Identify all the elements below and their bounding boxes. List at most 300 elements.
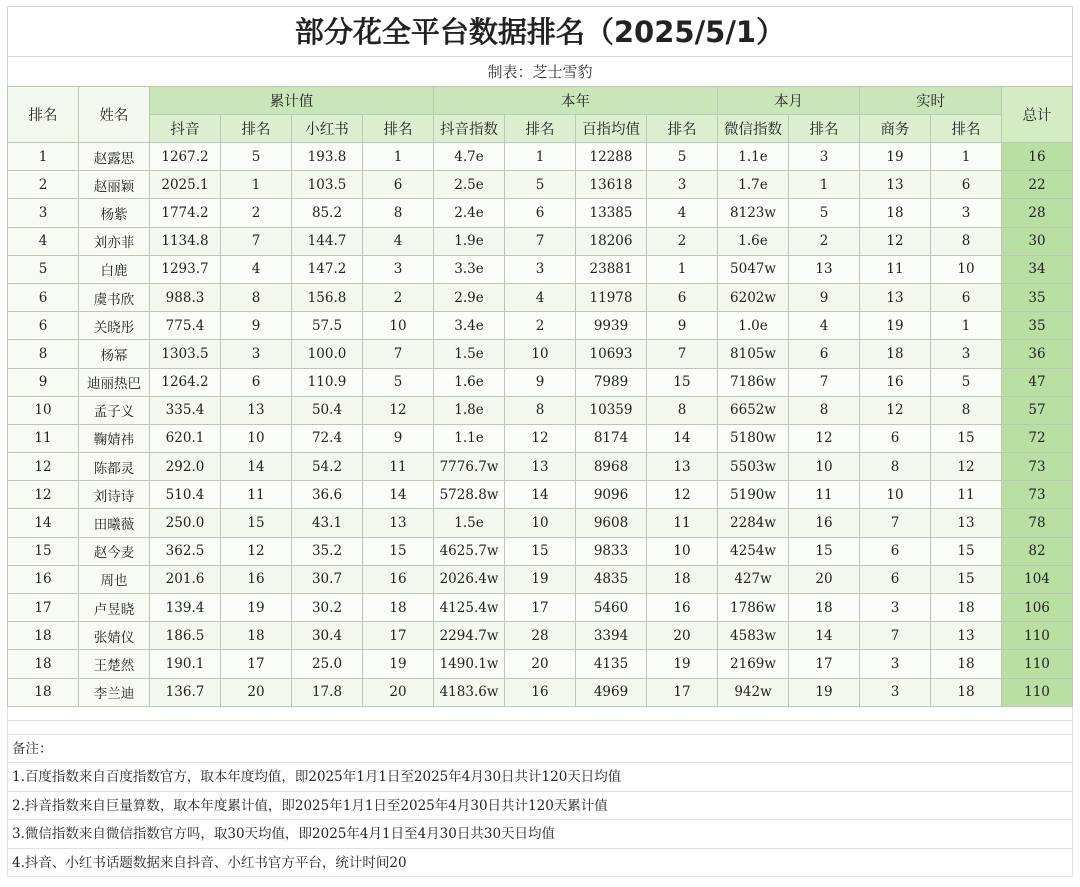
cell-business: 6 bbox=[860, 537, 931, 565]
cell-xiaohongshu-rank: 9 bbox=[363, 424, 434, 452]
cell-douyin-rank: 8 bbox=[221, 283, 292, 311]
cell-xiaohongshu: 30.7 bbox=[292, 565, 363, 593]
cell-baidu-avg: 9833 bbox=[576, 537, 647, 565]
cell-business: 12 bbox=[860, 227, 931, 255]
cell-xiaohongshu-rank: 20 bbox=[363, 678, 434, 706]
cell-douyin-index: 1.5e bbox=[434, 509, 505, 537]
cell-wechat-rank: 4 bbox=[789, 312, 860, 340]
cell-baidu-avg: 13618 bbox=[576, 171, 647, 199]
cell-xiaohongshu-rank: 2 bbox=[363, 283, 434, 311]
cell-xiaohongshu-rank: 1 bbox=[363, 143, 434, 171]
cell-business-rank: 1 bbox=[931, 143, 1002, 171]
cell-douyin: 1303.5 bbox=[150, 340, 221, 368]
cell-rank: 5 bbox=[8, 255, 79, 283]
cell-total: 110 bbox=[1002, 622, 1073, 650]
blank-row bbox=[7, 721, 1073, 735]
cell-xiaohongshu: 110.9 bbox=[292, 368, 363, 396]
cell-wechat-index: 1.7e bbox=[718, 171, 789, 199]
cell-douyin-rank: 20 bbox=[221, 678, 292, 706]
cell-douyin-index: 5728.8w bbox=[434, 481, 505, 509]
cell-baidu-avg: 4135 bbox=[576, 650, 647, 678]
table-row bbox=[8, 537, 1073, 565]
header-rank: 排名 bbox=[8, 87, 79, 143]
cell-douyin: 292.0 bbox=[150, 453, 221, 481]
table-row bbox=[8, 255, 1073, 283]
header-douyin: 抖音 bbox=[150, 115, 221, 143]
cell-baidu-avg-rank: 13 bbox=[647, 453, 718, 481]
cell-business: 6 bbox=[860, 565, 931, 593]
cell-douyin-index-rank: 19 bbox=[505, 565, 576, 593]
cell-wechat-index: 942w bbox=[718, 678, 789, 706]
cell-business-rank: 1 bbox=[931, 312, 1002, 340]
cell-name: 刘诗诗 bbox=[79, 481, 150, 509]
notes-section bbox=[7, 735, 1073, 878]
cell-baidu-avg: 5460 bbox=[576, 594, 647, 622]
note-item: 1.百度指数来自百度指数官方，取本年度均值，即2025年1月1日至2025年4月30日共计120天日均值 bbox=[7, 763, 1073, 792]
cell-douyin-rank: 17 bbox=[221, 650, 292, 678]
cell-total: 106 bbox=[1002, 594, 1073, 622]
cell-wechat-index: 7186w bbox=[718, 368, 789, 396]
cell-total: 82 bbox=[1002, 537, 1073, 565]
cell-xiaohongshu: 103.5 bbox=[292, 171, 363, 199]
cell-douyin-rank: 9 bbox=[221, 312, 292, 340]
cell-xiaohongshu: 30.2 bbox=[292, 594, 363, 622]
cell-rank: 18 bbox=[8, 622, 79, 650]
cell-rank: 12 bbox=[8, 453, 79, 481]
header-baidu-avg-rank: 排名 bbox=[647, 115, 718, 143]
cell-business: 3 bbox=[860, 650, 931, 678]
cell-douyin-index: 2026.4w bbox=[434, 565, 505, 593]
cell-business: 16 bbox=[860, 368, 931, 396]
header-douyin-index-rank: 排名 bbox=[505, 115, 576, 143]
cell-business: 7 bbox=[860, 509, 931, 537]
spreadsheet bbox=[7, 6, 1073, 887]
cell-business: 10 bbox=[860, 481, 931, 509]
cell-baidu-avg-rank: 19 bbox=[647, 650, 718, 678]
cell-douyin: 136.7 bbox=[150, 678, 221, 706]
cell-wechat-rank: 14 bbox=[789, 622, 860, 650]
cell-douyin-index-rank: 12 bbox=[505, 424, 576, 452]
cell-rank: 1 bbox=[8, 143, 79, 171]
cell-baidu-avg-rank: 10 bbox=[647, 537, 718, 565]
cell-xiaohongshu: 72.4 bbox=[292, 424, 363, 452]
blank-row bbox=[7, 707, 1073, 721]
page-title: 部分花全平台数据排名（2025/5/1） bbox=[7, 6, 1073, 56]
header-baidu-avg: 百指均值 bbox=[576, 115, 647, 143]
cell-rank: 14 bbox=[8, 509, 79, 537]
cell-xiaohongshu: 17.8 bbox=[292, 678, 363, 706]
cell-total: 110 bbox=[1002, 650, 1073, 678]
cell-name: 王楚然 bbox=[79, 650, 150, 678]
cell-xiaohongshu-rank: 14 bbox=[363, 481, 434, 509]
cell-wechat-rank: 18 bbox=[789, 594, 860, 622]
cell-douyin: 510.4 bbox=[150, 481, 221, 509]
cell-business-rank: 13 bbox=[931, 622, 1002, 650]
cell-douyin-index: 1490.1w bbox=[434, 650, 505, 678]
cell-wechat-index: 1.0e bbox=[718, 312, 789, 340]
cell-business-rank: 10 bbox=[931, 255, 1002, 283]
cell-name: 陈都灵 bbox=[79, 453, 150, 481]
cell-xiaohongshu-rank: 13 bbox=[363, 509, 434, 537]
cell-xiaohongshu: 54.2 bbox=[292, 453, 363, 481]
cell-xiaohongshu-rank: 8 bbox=[363, 199, 434, 227]
header-business: 商务 bbox=[860, 115, 931, 143]
cell-douyin-index: 7776.7w bbox=[434, 453, 505, 481]
cell-douyin-index-rank: 9 bbox=[505, 368, 576, 396]
cell-business: 8 bbox=[860, 453, 931, 481]
cell-douyin: 1267.2 bbox=[150, 143, 221, 171]
cell-xiaohongshu: 156.8 bbox=[292, 283, 363, 311]
cell-douyin-rank: 3 bbox=[221, 340, 292, 368]
cell-name: 张婧仪 bbox=[79, 622, 150, 650]
cell-business-rank: 18 bbox=[931, 678, 1002, 706]
cell-douyin: 988.3 bbox=[150, 283, 221, 311]
cell-douyin-index: 1.8e bbox=[434, 396, 505, 424]
cell-douyin-index-rank: 13 bbox=[505, 453, 576, 481]
cell-business-rank: 13 bbox=[931, 509, 1002, 537]
cell-total: 35 bbox=[1002, 283, 1073, 311]
cell-name: 卢昱晓 bbox=[79, 594, 150, 622]
cell-douyin-index: 2.4e bbox=[434, 199, 505, 227]
cell-xiaohongshu-rank: 15 bbox=[363, 537, 434, 565]
cell-xiaohongshu-rank: 12 bbox=[363, 396, 434, 424]
cell-baidu-avg: 13385 bbox=[576, 199, 647, 227]
cell-douyin-index: 2.9e bbox=[434, 283, 505, 311]
cell-xiaohongshu-rank: 18 bbox=[363, 594, 434, 622]
cell-xiaohongshu-rank: 5 bbox=[363, 368, 434, 396]
cell-douyin-index: 2.5e bbox=[434, 171, 505, 199]
cell-douyin-index-rank: 10 bbox=[505, 509, 576, 537]
cell-baidu-avg: 9096 bbox=[576, 481, 647, 509]
cell-total: 35 bbox=[1002, 312, 1073, 340]
cell-baidu-avg-rank: 8 bbox=[647, 396, 718, 424]
cell-business-rank: 6 bbox=[931, 283, 1002, 311]
cell-wechat-rank: 6 bbox=[789, 340, 860, 368]
header-this-year: 本年 bbox=[434, 87, 718, 115]
cell-wechat-rank: 13 bbox=[789, 255, 860, 283]
cell-douyin-index: 1.1e bbox=[434, 424, 505, 452]
cell-xiaohongshu: 50.4 bbox=[292, 396, 363, 424]
cell-rank: 10 bbox=[8, 396, 79, 424]
cell-baidu-avg-rank: 17 bbox=[647, 678, 718, 706]
cell-wechat-index: 1.6e bbox=[718, 227, 789, 255]
cell-xiaohongshu: 85.2 bbox=[292, 199, 363, 227]
table-row bbox=[8, 622, 1073, 650]
cell-xiaohongshu: 100.0 bbox=[292, 340, 363, 368]
cell-baidu-avg-rank: 11 bbox=[647, 509, 718, 537]
cell-rank: 17 bbox=[8, 594, 79, 622]
cell-xiaohongshu-rank: 7 bbox=[363, 340, 434, 368]
cell-douyin: 1264.2 bbox=[150, 368, 221, 396]
cell-douyin-index-rank: 14 bbox=[505, 481, 576, 509]
cell-xiaohongshu-rank: 6 bbox=[363, 171, 434, 199]
cell-rank: 11 bbox=[8, 424, 79, 452]
cell-douyin-rank: 16 bbox=[221, 565, 292, 593]
cell-douyin-rank: 4 bbox=[221, 255, 292, 283]
cell-wechat-index: 4254w bbox=[718, 537, 789, 565]
cell-wechat-rank: 15 bbox=[789, 537, 860, 565]
cell-name: 周也 bbox=[79, 565, 150, 593]
cell-douyin-index: 3.3e bbox=[434, 255, 505, 283]
cell-xiaohongshu: 30.4 bbox=[292, 622, 363, 650]
header-name: 姓名 bbox=[79, 87, 150, 143]
cell-douyin-index-rank: 20 bbox=[505, 650, 576, 678]
cell-baidu-avg: 10693 bbox=[576, 340, 647, 368]
cell-name: 关晓彤 bbox=[79, 312, 150, 340]
cell-baidu-avg: 4835 bbox=[576, 565, 647, 593]
cell-douyin-rank: 18 bbox=[221, 622, 292, 650]
cell-name: 白鹿 bbox=[79, 255, 150, 283]
cell-wechat-rank: 11 bbox=[789, 481, 860, 509]
cell-xiaohongshu-rank: 11 bbox=[363, 453, 434, 481]
cell-douyin-index: 1.5e bbox=[434, 340, 505, 368]
cell-xiaohongshu: 35.2 bbox=[292, 537, 363, 565]
cell-wechat-index: 8123w bbox=[718, 199, 789, 227]
table-row bbox=[8, 453, 1073, 481]
table-row bbox=[8, 368, 1073, 396]
cell-douyin-index-rank: 6 bbox=[505, 199, 576, 227]
cell-douyin-rank: 19 bbox=[221, 594, 292, 622]
cell-wechat-rank: 10 bbox=[789, 453, 860, 481]
cell-baidu-avg: 8174 bbox=[576, 424, 647, 452]
cell-douyin: 620.1 bbox=[150, 424, 221, 452]
cell-wechat-index: 427w bbox=[718, 565, 789, 593]
table-row bbox=[8, 594, 1073, 622]
cell-baidu-avg: 23881 bbox=[576, 255, 647, 283]
cell-xiaohongshu: 144.7 bbox=[292, 227, 363, 255]
cell-xiaohongshu: 193.8 bbox=[292, 143, 363, 171]
cell-douyin-rank: 10 bbox=[221, 424, 292, 452]
cell-baidu-avg: 8968 bbox=[576, 453, 647, 481]
cell-baidu-avg-rank: 16 bbox=[647, 594, 718, 622]
header-this-month: 本月 bbox=[718, 87, 860, 115]
table-row bbox=[8, 227, 1073, 255]
cell-douyin: 186.5 bbox=[150, 622, 221, 650]
cell-baidu-avg: 9608 bbox=[576, 509, 647, 537]
cell-baidu-avg-rank: 7 bbox=[647, 340, 718, 368]
cell-douyin: 1774.2 bbox=[150, 199, 221, 227]
cell-wechat-rank: 2 bbox=[789, 227, 860, 255]
table-row bbox=[8, 424, 1073, 452]
cell-douyin-rank: 12 bbox=[221, 537, 292, 565]
table-row bbox=[8, 509, 1073, 537]
note-item: 2.抖音指数来自巨量算数，取本年度累计值，即2025年1月1日至2025年4月30日共计120天累计值 bbox=[7, 792, 1073, 821]
cell-business: 18 bbox=[860, 340, 931, 368]
cell-wechat-index: 6202w bbox=[718, 283, 789, 311]
cell-business-rank: 6 bbox=[931, 171, 1002, 199]
cell-total: 36 bbox=[1002, 340, 1073, 368]
cell-baidu-avg: 18206 bbox=[576, 227, 647, 255]
cell-business-rank: 5 bbox=[931, 368, 1002, 396]
cell-douyin-rank: 6 bbox=[221, 368, 292, 396]
header-douyin-rank: 排名 bbox=[221, 115, 292, 143]
cell-total: 30 bbox=[1002, 227, 1073, 255]
note-item: 4.抖音、小红书话题数据来自抖音、小红书官方平台，统计时间20 bbox=[7, 849, 1073, 878]
cell-rank: 18 bbox=[8, 678, 79, 706]
header-xiaohongshu-rank: 排名 bbox=[363, 115, 434, 143]
cell-douyin-index: 4.7e bbox=[434, 143, 505, 171]
cell-wechat-index: 5190w bbox=[718, 481, 789, 509]
cell-business: 12 bbox=[860, 396, 931, 424]
cell-baidu-avg-rank: 1 bbox=[647, 255, 718, 283]
table-row bbox=[8, 340, 1073, 368]
cell-name: 杨幂 bbox=[79, 340, 150, 368]
cell-rank: 4 bbox=[8, 227, 79, 255]
cell-xiaohongshu: 25.0 bbox=[292, 650, 363, 678]
cell-name: 李兰迪 bbox=[79, 678, 150, 706]
cell-business-rank: 15 bbox=[931, 565, 1002, 593]
cell-rank: 15 bbox=[8, 537, 79, 565]
cell-name: 赵丽颖 bbox=[79, 171, 150, 199]
header-business-rank: 排名 bbox=[931, 115, 1002, 143]
cell-baidu-avg: 3394 bbox=[576, 622, 647, 650]
cell-total: 73 bbox=[1002, 453, 1073, 481]
table-row bbox=[8, 283, 1073, 311]
table-row bbox=[8, 678, 1073, 706]
cell-wechat-index: 6652w bbox=[718, 396, 789, 424]
cell-business-rank: 18 bbox=[931, 650, 1002, 678]
cell-douyin-index-rank: 28 bbox=[505, 622, 576, 650]
cell-business-rank: 11 bbox=[931, 481, 1002, 509]
cell-baidu-avg-rank: 9 bbox=[647, 312, 718, 340]
cell-wechat-index: 2284w bbox=[718, 509, 789, 537]
cell-name: 赵今麦 bbox=[79, 537, 150, 565]
cell-douyin-index-rank: 5 bbox=[505, 171, 576, 199]
cell-business-rank: 8 bbox=[931, 396, 1002, 424]
cell-name: 田曦薇 bbox=[79, 509, 150, 537]
header-wechat-rank: 排名 bbox=[789, 115, 860, 143]
cell-business: 13 bbox=[860, 171, 931, 199]
cell-name: 杨紫 bbox=[79, 199, 150, 227]
cell-total: 78 bbox=[1002, 509, 1073, 537]
cell-name: 孟子义 bbox=[79, 396, 150, 424]
cell-baidu-avg-rank: 12 bbox=[647, 481, 718, 509]
cell-douyin-index-rank: 3 bbox=[505, 255, 576, 283]
notes-heading: 备注： bbox=[7, 735, 1073, 764]
cell-total: 16 bbox=[1002, 143, 1073, 171]
cell-total: 57 bbox=[1002, 396, 1073, 424]
cell-wechat-rank: 9 bbox=[789, 283, 860, 311]
cell-baidu-avg-rank: 15 bbox=[647, 368, 718, 396]
cell-douyin-rank: 14 bbox=[221, 453, 292, 481]
header-wechat-index: 微信指数 bbox=[718, 115, 789, 143]
header-douyin-index: 抖音指数 bbox=[434, 115, 505, 143]
cell-baidu-avg-rank: 20 bbox=[647, 622, 718, 650]
header-total: 总计 bbox=[1002, 87, 1073, 143]
cell-business-rank: 3 bbox=[931, 340, 1002, 368]
cell-baidu-avg-rank: 5 bbox=[647, 143, 718, 171]
cell-baidu-avg-rank: 14 bbox=[647, 424, 718, 452]
cell-baidu-avg-rank: 18 bbox=[647, 565, 718, 593]
cell-name: 赵露思 bbox=[79, 143, 150, 171]
cell-wechat-rank: 19 bbox=[789, 678, 860, 706]
cell-business: 6 bbox=[860, 424, 931, 452]
cell-douyin-index-rank: 2 bbox=[505, 312, 576, 340]
header-xiaohongshu: 小红书 bbox=[292, 115, 363, 143]
cell-douyin-rank: 1 bbox=[221, 171, 292, 199]
table-row bbox=[8, 199, 1073, 227]
cell-baidu-avg: 7989 bbox=[576, 368, 647, 396]
cell-douyin-index: 4125.4w bbox=[434, 594, 505, 622]
cell-wechat-index: 2169w bbox=[718, 650, 789, 678]
cell-wechat-rank: 7 bbox=[789, 368, 860, 396]
cell-douyin-rank: 5 bbox=[221, 143, 292, 171]
cell-name: 迪丽热巴 bbox=[79, 368, 150, 396]
cell-wechat-rank: 20 bbox=[789, 565, 860, 593]
cell-douyin-rank: 15 bbox=[221, 509, 292, 537]
cell-douyin-index: 1.6e bbox=[434, 368, 505, 396]
cell-douyin-rank: 7 bbox=[221, 227, 292, 255]
cell-douyin-index: 1.9e bbox=[434, 227, 505, 255]
cell-baidu-avg: 12288 bbox=[576, 143, 647, 171]
cell-business-rank: 12 bbox=[931, 453, 1002, 481]
cell-name: 刘亦菲 bbox=[79, 227, 150, 255]
cell-douyin: 335.4 bbox=[150, 396, 221, 424]
cell-business: 3 bbox=[860, 678, 931, 706]
cell-douyin-index-rank: 8 bbox=[505, 396, 576, 424]
cell-douyin: 2025.1 bbox=[150, 171, 221, 199]
cell-xiaohongshu: 147.2 bbox=[292, 255, 363, 283]
cell-rank: 8 bbox=[8, 340, 79, 368]
table-maker-credit: 制表：芝士雪豹 bbox=[7, 56, 1073, 86]
cell-business-rank: 15 bbox=[931, 424, 1002, 452]
cell-business: 19 bbox=[860, 312, 931, 340]
cell-xiaohongshu: 43.1 bbox=[292, 509, 363, 537]
cell-rank: 6 bbox=[8, 312, 79, 340]
cell-name: 鞠婧祎 bbox=[79, 424, 150, 452]
cell-douyin-index: 4183.6w bbox=[434, 678, 505, 706]
cell-total: 73 bbox=[1002, 481, 1073, 509]
cell-baidu-avg: 10359 bbox=[576, 396, 647, 424]
cell-business: 13 bbox=[860, 283, 931, 311]
cell-douyin-rank: 13 bbox=[221, 396, 292, 424]
cell-wechat-rank: 16 bbox=[789, 509, 860, 537]
cell-total: 34 bbox=[1002, 255, 1073, 283]
cell-xiaohongshu-rank: 17 bbox=[363, 622, 434, 650]
cell-wechat-index: 4583w bbox=[718, 622, 789, 650]
cell-rank: 6 bbox=[8, 283, 79, 311]
cell-douyin-index: 4625.7w bbox=[434, 537, 505, 565]
cell-douyin-index-rank: 10 bbox=[505, 340, 576, 368]
cell-rank: 9 bbox=[8, 368, 79, 396]
cell-douyin-index-rank: 4 bbox=[505, 283, 576, 311]
cell-wechat-rank: 12 bbox=[789, 424, 860, 452]
cell-douyin-index-rank: 17 bbox=[505, 594, 576, 622]
table-row bbox=[8, 396, 1073, 424]
cell-xiaohongshu-rank: 3 bbox=[363, 255, 434, 283]
cell-douyin-index: 2294.7w bbox=[434, 622, 505, 650]
cell-business-rank: 15 bbox=[931, 537, 1002, 565]
cell-wechat-index: 5503w bbox=[718, 453, 789, 481]
cell-douyin-rank: 11 bbox=[221, 481, 292, 509]
cell-douyin-index-rank: 16 bbox=[505, 678, 576, 706]
cell-business: 11 bbox=[860, 255, 931, 283]
cell-douyin: 362.5 bbox=[150, 537, 221, 565]
cell-baidu-avg-rank: 4 bbox=[647, 199, 718, 227]
cell-douyin: 201.6 bbox=[150, 565, 221, 593]
cell-xiaohongshu: 36.6 bbox=[292, 481, 363, 509]
cell-business-rank: 3 bbox=[931, 199, 1002, 227]
cell-xiaohongshu-rank: 10 bbox=[363, 312, 434, 340]
cell-wechat-rank: 1 bbox=[789, 171, 860, 199]
cell-douyin-index: 3.4e bbox=[434, 312, 505, 340]
cell-total: 110 bbox=[1002, 678, 1073, 706]
cell-total: 28 bbox=[1002, 199, 1073, 227]
cell-wechat-index: 8105w bbox=[718, 340, 789, 368]
cell-douyin: 250.0 bbox=[150, 509, 221, 537]
blank-rows bbox=[7, 707, 1073, 735]
cell-business: 18 bbox=[860, 199, 931, 227]
